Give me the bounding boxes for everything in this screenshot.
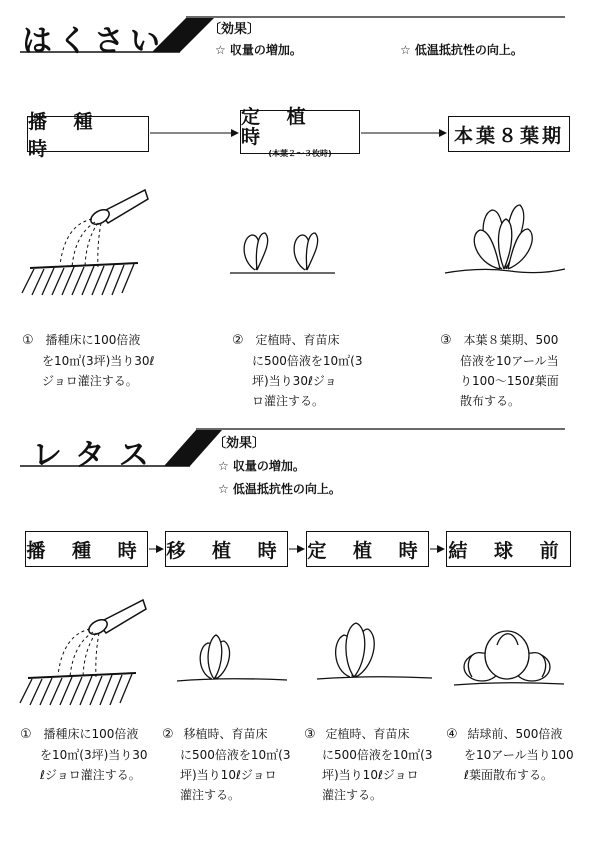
- step-number: ②: [162, 727, 174, 742]
- effect-item: ☆ 低温抵抗性の向上。: [218, 482, 341, 496]
- stage-label: 移 植 時: [166, 539, 287, 562]
- note-line: 定植時、育苗床: [325, 727, 410, 741]
- instruction-note: [232, 330, 402, 411]
- note-line: 灌注する。: [322, 788, 383, 802]
- step-number: ③: [304, 727, 316, 742]
- stage-sublabel: (本葉２～３枚時): [268, 149, 332, 158]
- stage-label: 播 種 時: [28, 111, 103, 160]
- note-line: ℓジョロ灌注する。: [40, 768, 141, 782]
- note-line: 結球前、500倍液: [467, 727, 563, 741]
- stage-label: 定 植 時: [241, 106, 316, 148]
- step-number: ④: [446, 727, 458, 742]
- note-line: 坪)当り10ℓジョロ: [322, 768, 419, 782]
- effect-item: ☆ 低温抵抗性の向上。: [400, 43, 523, 57]
- stage-label: 本葉８葉期: [453, 124, 564, 147]
- note-line: を10アール当り100: [464, 748, 574, 762]
- note-line: を10㎡(3坪)当り30ℓ: [42, 354, 155, 368]
- note-line: 散布する。: [460, 394, 521, 408]
- lettuce-plant-illustration: [312, 615, 437, 690]
- note-line: 灌注する。: [180, 788, 241, 802]
- instruction-note: [304, 724, 449, 805]
- instruction-note: [446, 724, 591, 785]
- note-line: 定植時、育苗床: [255, 333, 340, 347]
- note-line: に500倍液を10㎡(3: [180, 748, 291, 762]
- plant-illustration: [440, 195, 570, 285]
- step-number: ③: [440, 333, 452, 348]
- seedling-illustration: [230, 215, 340, 285]
- note-line: 坪)当り10ℓジョロ: [180, 768, 277, 782]
- note-line: 倍液を10アール当: [460, 354, 559, 368]
- instruction-note: [22, 330, 192, 391]
- section-title-lettuce: レタス: [32, 438, 163, 473]
- transplant-seedling-illustration: [172, 625, 292, 690]
- note-line: ロ灌注する。: [252, 394, 325, 408]
- note-line: 播種床に100倍液: [43, 727, 139, 741]
- note-line: り100～150ℓ葉面: [460, 374, 559, 388]
- stage-label: 定 植 時: [307, 539, 428, 562]
- section-title-hakusai: はくさい: [22, 24, 166, 59]
- note-line: に500倍液を10㎡(3: [252, 354, 363, 368]
- instruction-note: [162, 724, 307, 805]
- stage-arrows: [0, 100, 596, 170]
- effect-label: 〔効果〕: [208, 22, 261, 37]
- instruction-note: [20, 724, 168, 785]
- step-number: ②: [232, 333, 244, 348]
- stage-arrows: [0, 530, 596, 570]
- note-line: 本葉８葉期、500: [463, 333, 559, 347]
- step-number: ①: [22, 333, 34, 348]
- effect-item: ☆ 収量の増加。: [215, 43, 302, 57]
- stage-label: 結 球 前: [448, 539, 569, 562]
- note-line: 播種床に100倍液: [45, 333, 141, 347]
- watering-can-illustration: [18, 595, 148, 715]
- effect-label: 〔効果〕: [213, 436, 266, 451]
- effect-item: ☆ 収量の増加。: [218, 459, 305, 473]
- instruction-note: [440, 330, 590, 411]
- note-line: を10㎡(3坪)当り30: [40, 748, 148, 762]
- stage-label: 播 種 時: [26, 539, 147, 562]
- note-line: 坪)当り30ℓジョ: [252, 374, 337, 388]
- note-line: ℓ葉面散布する。: [464, 768, 553, 782]
- note-line: に500倍液を10㎡(3: [322, 748, 433, 762]
- heading-lettuce-illustration: [452, 615, 567, 695]
- step-number: ①: [20, 727, 32, 742]
- watering-can-illustration: [20, 185, 150, 305]
- note-line: 移植時、育苗床: [183, 727, 268, 741]
- title-rule: [0, 0, 596, 70]
- note-line: ジョロ灌注する。: [42, 374, 138, 388]
